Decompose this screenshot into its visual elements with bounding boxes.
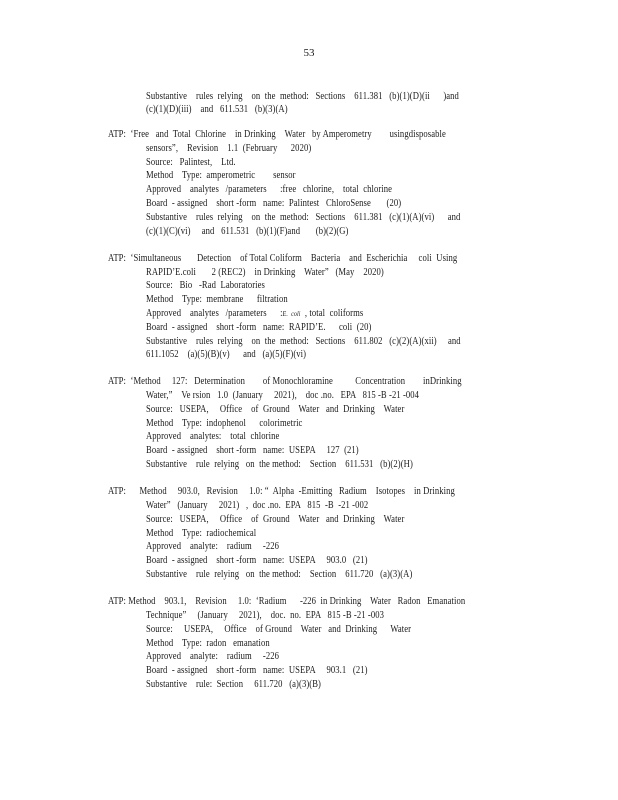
line-text: 611.1052 (a)(5)(B)(v) and (a)(5)(F)(vi) xyxy=(146,349,307,360)
atp-entry-line xyxy=(146,610,384,622)
line-text: Board - assigned short -form name: USEPA 903.0 (21) xyxy=(146,555,368,566)
atp-entry-line xyxy=(146,390,419,402)
line-text: ATP: ‘Free and Total Chlorine in Drinking Water by Amperometry usingdisposable xyxy=(108,129,446,140)
line-text: Water” (January 2021) , doc .no. EPA 815 -B -21 -002 xyxy=(146,500,369,511)
page-number: 53 xyxy=(303,47,315,59)
line-text: Technique” (January 2021), doc. no. EPA 815 -B -21 -003 xyxy=(146,610,384,621)
atp-entry-line xyxy=(146,679,321,691)
atp-entry-line xyxy=(146,541,279,553)
line-text: Board - assigned short -form name: Palintest ChloroSense (20) xyxy=(146,198,402,209)
line-text: Approved analyte: radium -226 xyxy=(146,541,280,552)
atp-entry-heading xyxy=(108,486,455,498)
line-text: Source: USEPA, Office of Ground Water and Drinking Water xyxy=(146,514,405,525)
atp-entry-line xyxy=(146,294,288,306)
atp-entry-line xyxy=(146,198,401,210)
line-text: Method Type: radon emanation xyxy=(146,638,270,649)
atp-entry-line xyxy=(146,431,279,443)
line-text: Source: Bio -Rad Laboratories xyxy=(146,280,266,291)
line-text: Method Type: indophenol colorimetric xyxy=(146,418,303,429)
line-text: Approved analytes /parameters : xyxy=(146,308,283,319)
atp-entry-line xyxy=(146,569,412,581)
line-text: sensors”, Revision 1.1 (February 2020) xyxy=(146,143,312,154)
line-text: Substantive rule relying on the method: Section 611.720 (a)(3)(A) xyxy=(146,569,413,580)
line-text: Substantive rule relying on the method: Section 611.531 (b)(2)(H) xyxy=(146,459,413,470)
atp-entry-heading xyxy=(108,253,457,265)
atp-entry-line xyxy=(146,418,302,430)
atp-entry-line xyxy=(146,104,288,116)
atp-entry-line xyxy=(146,624,411,636)
atp-entry-line xyxy=(146,528,256,540)
atp-entry-line xyxy=(146,226,349,238)
atp-entry-line xyxy=(146,280,265,292)
atp-entry-line xyxy=(146,212,460,224)
atp-entry-line xyxy=(146,267,384,279)
atp-entry-heading xyxy=(108,376,462,388)
italic-organism-name: E. coli xyxy=(282,310,301,318)
line-text: Approved analytes /parameters :free chlorine, total chlorine xyxy=(146,184,393,195)
line-text: ATP: Method 903.0, Revision 1.0: “ Alpha -Emitting Radium Isotopes in Drinking xyxy=(108,486,455,497)
line-text: RAPID’E.coli 2 (REC2) in Drinking Water” (May 2020) xyxy=(146,267,384,278)
line-text: Board - assigned short -form name: RAPID’E. coli (20) xyxy=(146,322,372,333)
line-text: Substantive rules relying on the method: Sections 611.802 (c)(2)(A)(xii) and xyxy=(146,336,461,347)
line-text: Substantive rules relying on the method: Sections 611.381 (b)(1)(D)(ii )and xyxy=(146,91,459,102)
line-text: Approved analyte: radium -226 xyxy=(146,651,280,662)
atp-entry-line xyxy=(146,143,311,155)
line-text: Substantive rule: Section 611.720 (a)(3)(B) xyxy=(146,679,322,690)
line-text: Source: Palintest, Ltd. xyxy=(146,157,236,168)
line-text: Source: USEPA, Office of Ground Water and Drinking Water xyxy=(146,404,405,415)
atp-entry-line xyxy=(146,157,236,169)
atp-entry-line xyxy=(146,184,392,196)
atp-entry-line xyxy=(146,665,368,677)
atp-entry-line xyxy=(146,555,368,567)
atp-entry-line xyxy=(146,322,371,334)
line-text: ATP: Method 903.1, Revision 1.0: ‘Radium -226 in Drinking Water Radon Emanation xyxy=(108,596,466,607)
line-text: Source: USEPA, Office of Ground Water and Drinking Water xyxy=(146,624,412,635)
atp-entry-line xyxy=(146,336,461,348)
line-text: Method Type: radiochemical xyxy=(146,528,257,539)
atp-entry-line xyxy=(146,404,404,416)
atp-entry-line xyxy=(146,651,279,663)
atp-entry-line xyxy=(146,445,359,457)
line-text: ATP: ‘Simultaneous Detection of Total Coliform Bacteria and Escherichia coli Using xyxy=(108,253,458,264)
atp-entry-heading xyxy=(108,596,465,608)
line-text: Method Type: amperometric sensor xyxy=(146,170,296,181)
atp-entry-line xyxy=(146,638,270,650)
atp-entry-line xyxy=(146,349,306,361)
atp-entry-line xyxy=(146,91,459,103)
line-text: Method Type: membrane filtration xyxy=(146,294,288,305)
atp-entry-heading xyxy=(108,129,446,141)
atp-entry-line xyxy=(146,170,296,182)
line-text: Approved analytes: total chlorine xyxy=(146,431,280,442)
line-text: Board - assigned short -form name: USEPA 903.1 (21) xyxy=(146,665,368,676)
line-text: ATP: ‘Method 127: Determination of Monochloramine Concentration inDrinking xyxy=(108,376,462,387)
atp-entry-line xyxy=(146,308,363,320)
atp-entry-line xyxy=(146,514,404,526)
atp-entry-line xyxy=(146,500,368,512)
atp-entry-line xyxy=(146,459,413,471)
line-text: (c)(1)(C)(vi) and 611.531 (b)(1)(F)and (b)(2)(G) xyxy=(146,226,349,237)
line-text: Water,” Ve rsion 1.0 (January 2021), doc .no. EPA 815 -B -21 -004 xyxy=(146,390,420,401)
line-text: Substantive rules relying on the method: Sections 611.381 (c)(1)(A)(vi) and xyxy=(146,212,461,223)
line-text-continued: , total coliforms xyxy=(300,308,364,319)
line-text: Board - assigned short -form name: USEPA 127 (21) xyxy=(146,445,359,456)
line-text: (c)(1)(D)(iii) and 611.531 (b)(3)(A) xyxy=(146,104,288,115)
